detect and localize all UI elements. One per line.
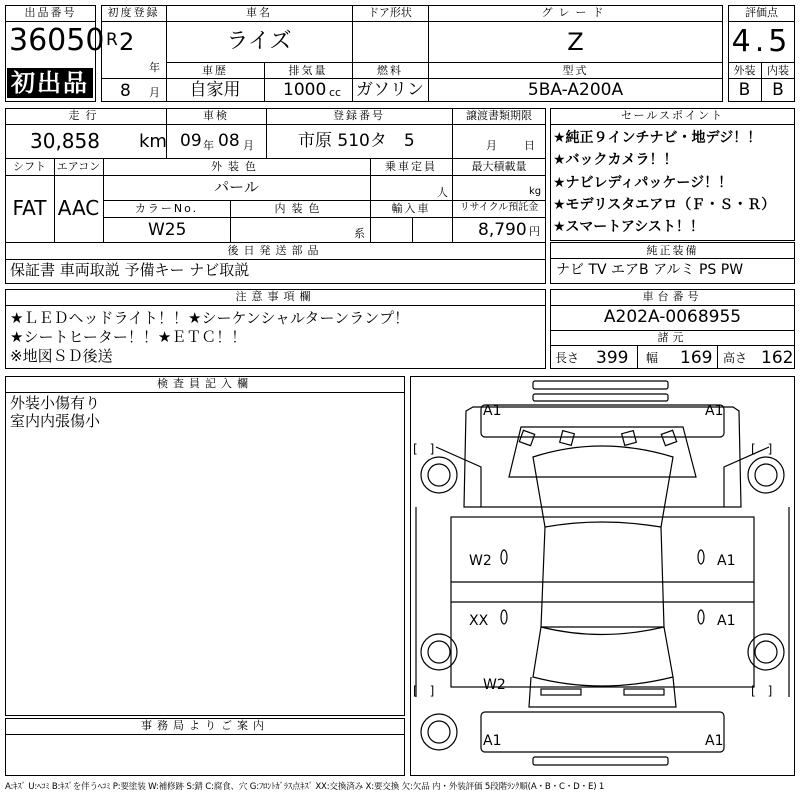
score-value: 4.5	[731, 24, 792, 59]
reg-year: 2	[119, 28, 135, 56]
reg-month: 8	[120, 81, 131, 101]
later-parts-label: 後日発送部品	[227, 244, 324, 257]
diagram-mark-right-front-door: A1	[717, 553, 736, 569]
recycle-unit: 円	[529, 225, 540, 238]
equipment-value: ナビ TV エアB アルミ PS PW	[556, 262, 744, 278]
shift-value: FAT	[12, 196, 47, 220]
mileage-unit: km	[139, 131, 167, 152]
model-value: 5BA-A200A	[527, 80, 624, 100]
diagram-mark-rear-right: A1	[705, 733, 724, 749]
spec-width: 169	[680, 348, 713, 368]
inspector-line-1: 外装小傷有り	[10, 394, 101, 412]
spec-label: 諸元	[657, 331, 688, 344]
first-listing-badge: 初出品	[7, 68, 93, 98]
spec-height: 162	[761, 348, 794, 368]
transfer-day-unit: 日	[524, 139, 535, 152]
car-name: ライズ	[226, 29, 292, 54]
reg-month-unit: 月	[149, 86, 160, 99]
lot-number-label: 出品番号	[24, 6, 77, 19]
sales-point-1: ★純正９インチナビ・地デジ！！	[553, 130, 762, 146]
equipment-label: 純正装備	[646, 244, 699, 257]
mileage-label: 走行	[68, 109, 103, 122]
load-label: 最大積載量	[471, 160, 527, 173]
history-value: 自家用	[189, 80, 241, 100]
notes-line-2: ★シートヒーター！！★ＥＴＣ！！	[10, 328, 247, 346]
spec-width-label: 幅	[646, 351, 659, 365]
color-no-value: W25	[148, 220, 187, 240]
sales-point-3: ★ナビレディパッケージ！！	[553, 175, 733, 191]
ext-grade: B	[738, 80, 751, 100]
recycle-label: リサイクル預託金	[459, 202, 539, 213]
history-label: 車歴	[202, 64, 228, 77]
inspection-month: 08	[218, 131, 240, 151]
diagram-bracket: [ ]	[413, 442, 435, 456]
displacement-value: 1000	[283, 80, 327, 100]
transfer-label: 譲渡書類期限	[466, 109, 532, 122]
interior-color-label: 内装色	[274, 202, 326, 215]
capacity-label: 乗車定員	[385, 160, 437, 173]
interior-color-unit: 系	[354, 227, 365, 240]
recycle-value: 8,790	[478, 220, 527, 240]
diagram-mark-right-rear-door: A1	[717, 613, 736, 629]
mileage-value: 30,858	[30, 129, 100, 153]
inspection-year-unit: 年	[203, 139, 214, 152]
diagram-mark-left-rear: W2	[483, 677, 506, 693]
inspection-label: 車検	[203, 109, 229, 122]
import-label: 輸入車	[391, 202, 431, 215]
first-reg-label: 初度登録	[107, 6, 160, 19]
inspector-label: 検査員記入欄	[157, 377, 253, 390]
load-unit: kg	[529, 186, 542, 197]
diagram-mark-rear-left: A1	[483, 733, 502, 749]
inspection-month-unit: 月	[243, 139, 254, 152]
sales-points-label: セールスポイント	[620, 109, 724, 122]
inspection-year: 09	[180, 131, 202, 151]
displacement-label: 排気量	[288, 64, 328, 77]
grade-value: Z	[567, 28, 584, 56]
diagram-mark-front-left: A1	[483, 403, 502, 419]
car-diagram	[411, 377, 794, 775]
spec-length-label: 長さ	[555, 351, 580, 365]
notes-label: 注意事項欄	[235, 290, 316, 303]
fuel-value: ガソリン	[356, 80, 424, 100]
reg-year-unit: 年	[149, 61, 160, 74]
color-no-label: カラーNo.	[134, 202, 199, 215]
chassis-label: 車台番号	[642, 290, 703, 303]
diagram-bracket: [ ]	[751, 684, 773, 698]
int-grade: B	[772, 80, 784, 100]
diagram-bracket: [ ]	[413, 684, 435, 698]
diagram-mark-front-right: A1	[705, 403, 724, 419]
plate-value: 市原 510タ 5	[298, 131, 415, 151]
color-value: パール	[214, 178, 259, 196]
score-label: 評価点	[745, 6, 778, 19]
inspector-line-2: 室内内張傷小	[10, 412, 101, 430]
door-label: ドア形状	[368, 6, 412, 19]
sales-point-4: ★モデリスタエアロ（Ｆ・Ｓ・Ｒ）	[553, 197, 776, 213]
color-label: 外装色	[211, 160, 262, 173]
spec-length: 399	[596, 348, 629, 368]
sales-point-5: ★スマートアシスト！！	[553, 219, 704, 235]
car-diagram-frame	[410, 376, 795, 776]
diagram-mark-left-rear-door: XX	[469, 613, 489, 629]
model-label: 型式	[562, 64, 589, 77]
ac-value: AAC	[57, 196, 100, 220]
capacity-unit: 人	[437, 186, 448, 199]
reg-era: R	[106, 30, 118, 50]
later-parts-value: 保証書 車両取説 予備キー ナビ取説	[10, 261, 250, 279]
chassis-value: A202A-0068955	[603, 307, 742, 327]
notes-line-1: ★ＬＥＤヘッドライト！！★シーケンシャルターンランプ！	[10, 309, 410, 327]
car-name-label: 車名	[246, 6, 272, 19]
int-label: 内装	[767, 64, 789, 77]
sales-point-2: ★バックカメラ！！	[553, 152, 678, 168]
plate-label: 登録番号	[333, 109, 385, 122]
spec-height-label: 高さ	[723, 351, 748, 365]
displacement-unit: cc	[329, 86, 342, 99]
lot-number: 36050	[9, 23, 105, 58]
transfer-month-unit: 月	[486, 139, 497, 152]
office-label: 事務局よりご案内	[141, 719, 269, 732]
diagram-bracket: [ ]	[751, 442, 773, 456]
ext-label: 外装	[733, 64, 756, 77]
ac-label: エアコン	[56, 160, 101, 173]
grade-label: グレード	[541, 6, 610, 19]
shift-label: シフト	[13, 160, 46, 173]
diagram-mark-left-front-door: W2	[469, 553, 492, 569]
legend-text: A:ｷｽﾞ U:ﾍｺﾐ B:ｷｽﾞを伴うﾍｺﾐ P:要塗装 W:補修跡 S:錆 C:腐食、穴 G:ﾌﾛﾝﾄｶﾞﾗｽ点ｷｽﾞ XX:交換済み X:要交換 欠:欠品 内・外装評価 5段階ﾗﾝｸ順(A・B・C・D・E) 1	[5, 782, 605, 792]
fuel-label: 燃料	[377, 64, 403, 77]
notes-line-3: ※地図ＳＤ後送	[10, 347, 113, 365]
